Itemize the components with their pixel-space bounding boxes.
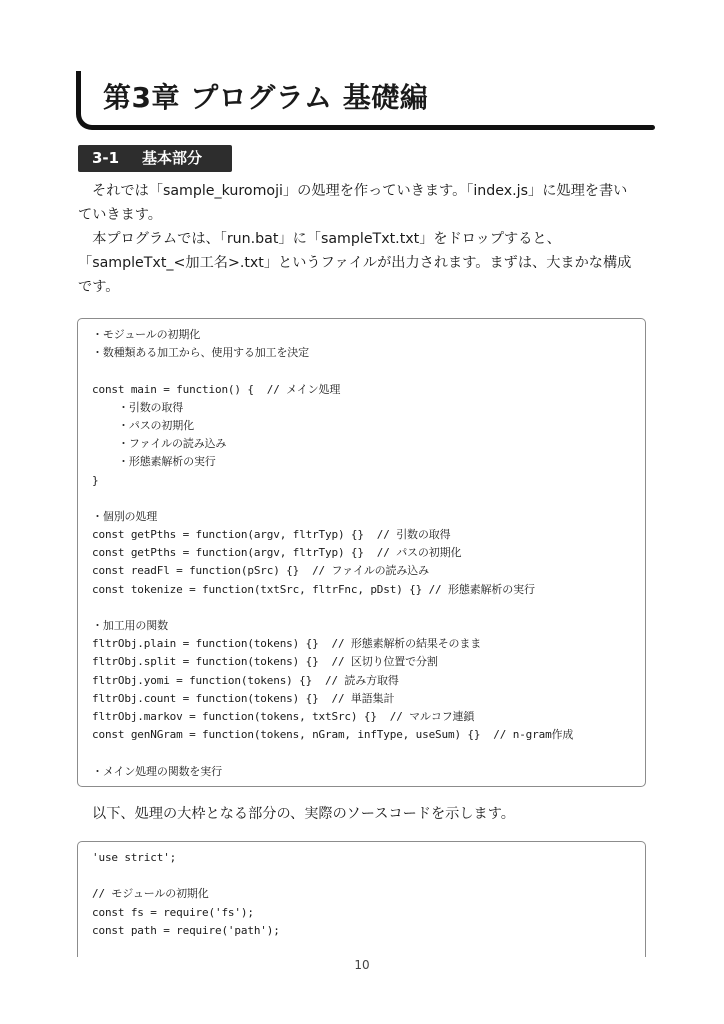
- section-title: 基本部分: [142, 149, 203, 167]
- code-line: [92, 362, 645, 380]
- code-line: fltrObj.plain = function(tokens) {} // 形態素解析の結果そのまま: [92, 637, 482, 651]
- code-line: fltrObj.markov = function(tokens, txtSrc) {} // マルコフ連鎖: [92, 709, 475, 723]
- code-line: const main = function() { // メイン処理: [92, 382, 341, 396]
- code-line: const path = require('path');: [92, 923, 280, 937]
- intro-line: 本プログラムでは、「run.bat」に「sampleTxt.txt」をドロップすると、: [78, 231, 561, 247]
- code-line: const getPths = function(argv, fltrTyp) {} // 引数の取得: [92, 528, 451, 542]
- code-line: const tokenize = function(txtSrc, fltrFnc, pDst) {} // 形態素解析の実行: [92, 582, 535, 596]
- code-line: const genNGram = function(tokens, nGram, infType, useSum) {} // n-gram作成: [92, 728, 574, 742]
- code-line: fltrObj.split = function(tokens) {} // 区切り位置で分割: [92, 655, 438, 669]
- code-line: ・ファイルの読み込み: [118, 437, 227, 451]
- code-line: // モジュールの初期化: [92, 887, 209, 901]
- outline-code-block: [77, 318, 646, 787]
- source-code-block: [77, 841, 646, 957]
- intro-line: それでは「sample_kuromoji」の処理を作っていきます。「index.js」に処理を書い: [92, 183, 628, 199]
- code-line: ・加工用の関数: [92, 619, 168, 632]
- intro-paragraphs: [78, 179, 648, 299]
- code-line: ・形態素解析の実行: [118, 455, 216, 469]
- intro-line: ていきます。: [78, 207, 162, 223]
- code-line: ・個別の処理: [92, 509, 158, 523]
- section-heading: [78, 145, 232, 172]
- code-line: const readFl = function(pSrc) {} // ファイルの読み込み: [92, 564, 429, 578]
- code-line: [92, 599, 645, 617]
- code-line: ・メイン処理の関数を実行: [92, 764, 222, 778]
- chapter-title: 第3章 プログラム 基礎編: [103, 81, 429, 114]
- code-line: ・引数の取得: [118, 400, 184, 414]
- code-line: [92, 490, 645, 508]
- intro-line: 「sampleTxt_<加工名>.txt」というファイルが出力されます。まずは、大まかな構成: [78, 255, 632, 271]
- code-line: ・数種類ある加工から、使用する加工を決定: [92, 346, 309, 360]
- code-line: }: [92, 473, 99, 487]
- section-number: 3-1: [92, 149, 120, 167]
- code-line: ・モジュールの初期化: [92, 328, 201, 341]
- transition-paragraph: [92, 802, 662, 826]
- page-number: 10: [354, 958, 370, 972]
- code-line: fltrObj.count = function(tokens) {} // 単語集計: [92, 691, 395, 705]
- code-line: [92, 867, 645, 885]
- code-line: 'use strict';: [92, 851, 177, 864]
- code-line: const getPths = function(argv, fltrTyp) {} // パスの初期化: [92, 546, 462, 560]
- code-line: const fs = require('fs');: [92, 905, 254, 919]
- code-line: ・パスの初期化: [118, 418, 194, 432]
- intro-line: です。: [78, 279, 120, 295]
- code-line: fltrObj.yomi = function(tokens) {} // 読み方取得: [92, 673, 399, 687]
- transition-line: 以下、処理の大枠となる部分の、実際のソースコードを示します。: [92, 806, 515, 822]
- code-line: [92, 744, 645, 762]
